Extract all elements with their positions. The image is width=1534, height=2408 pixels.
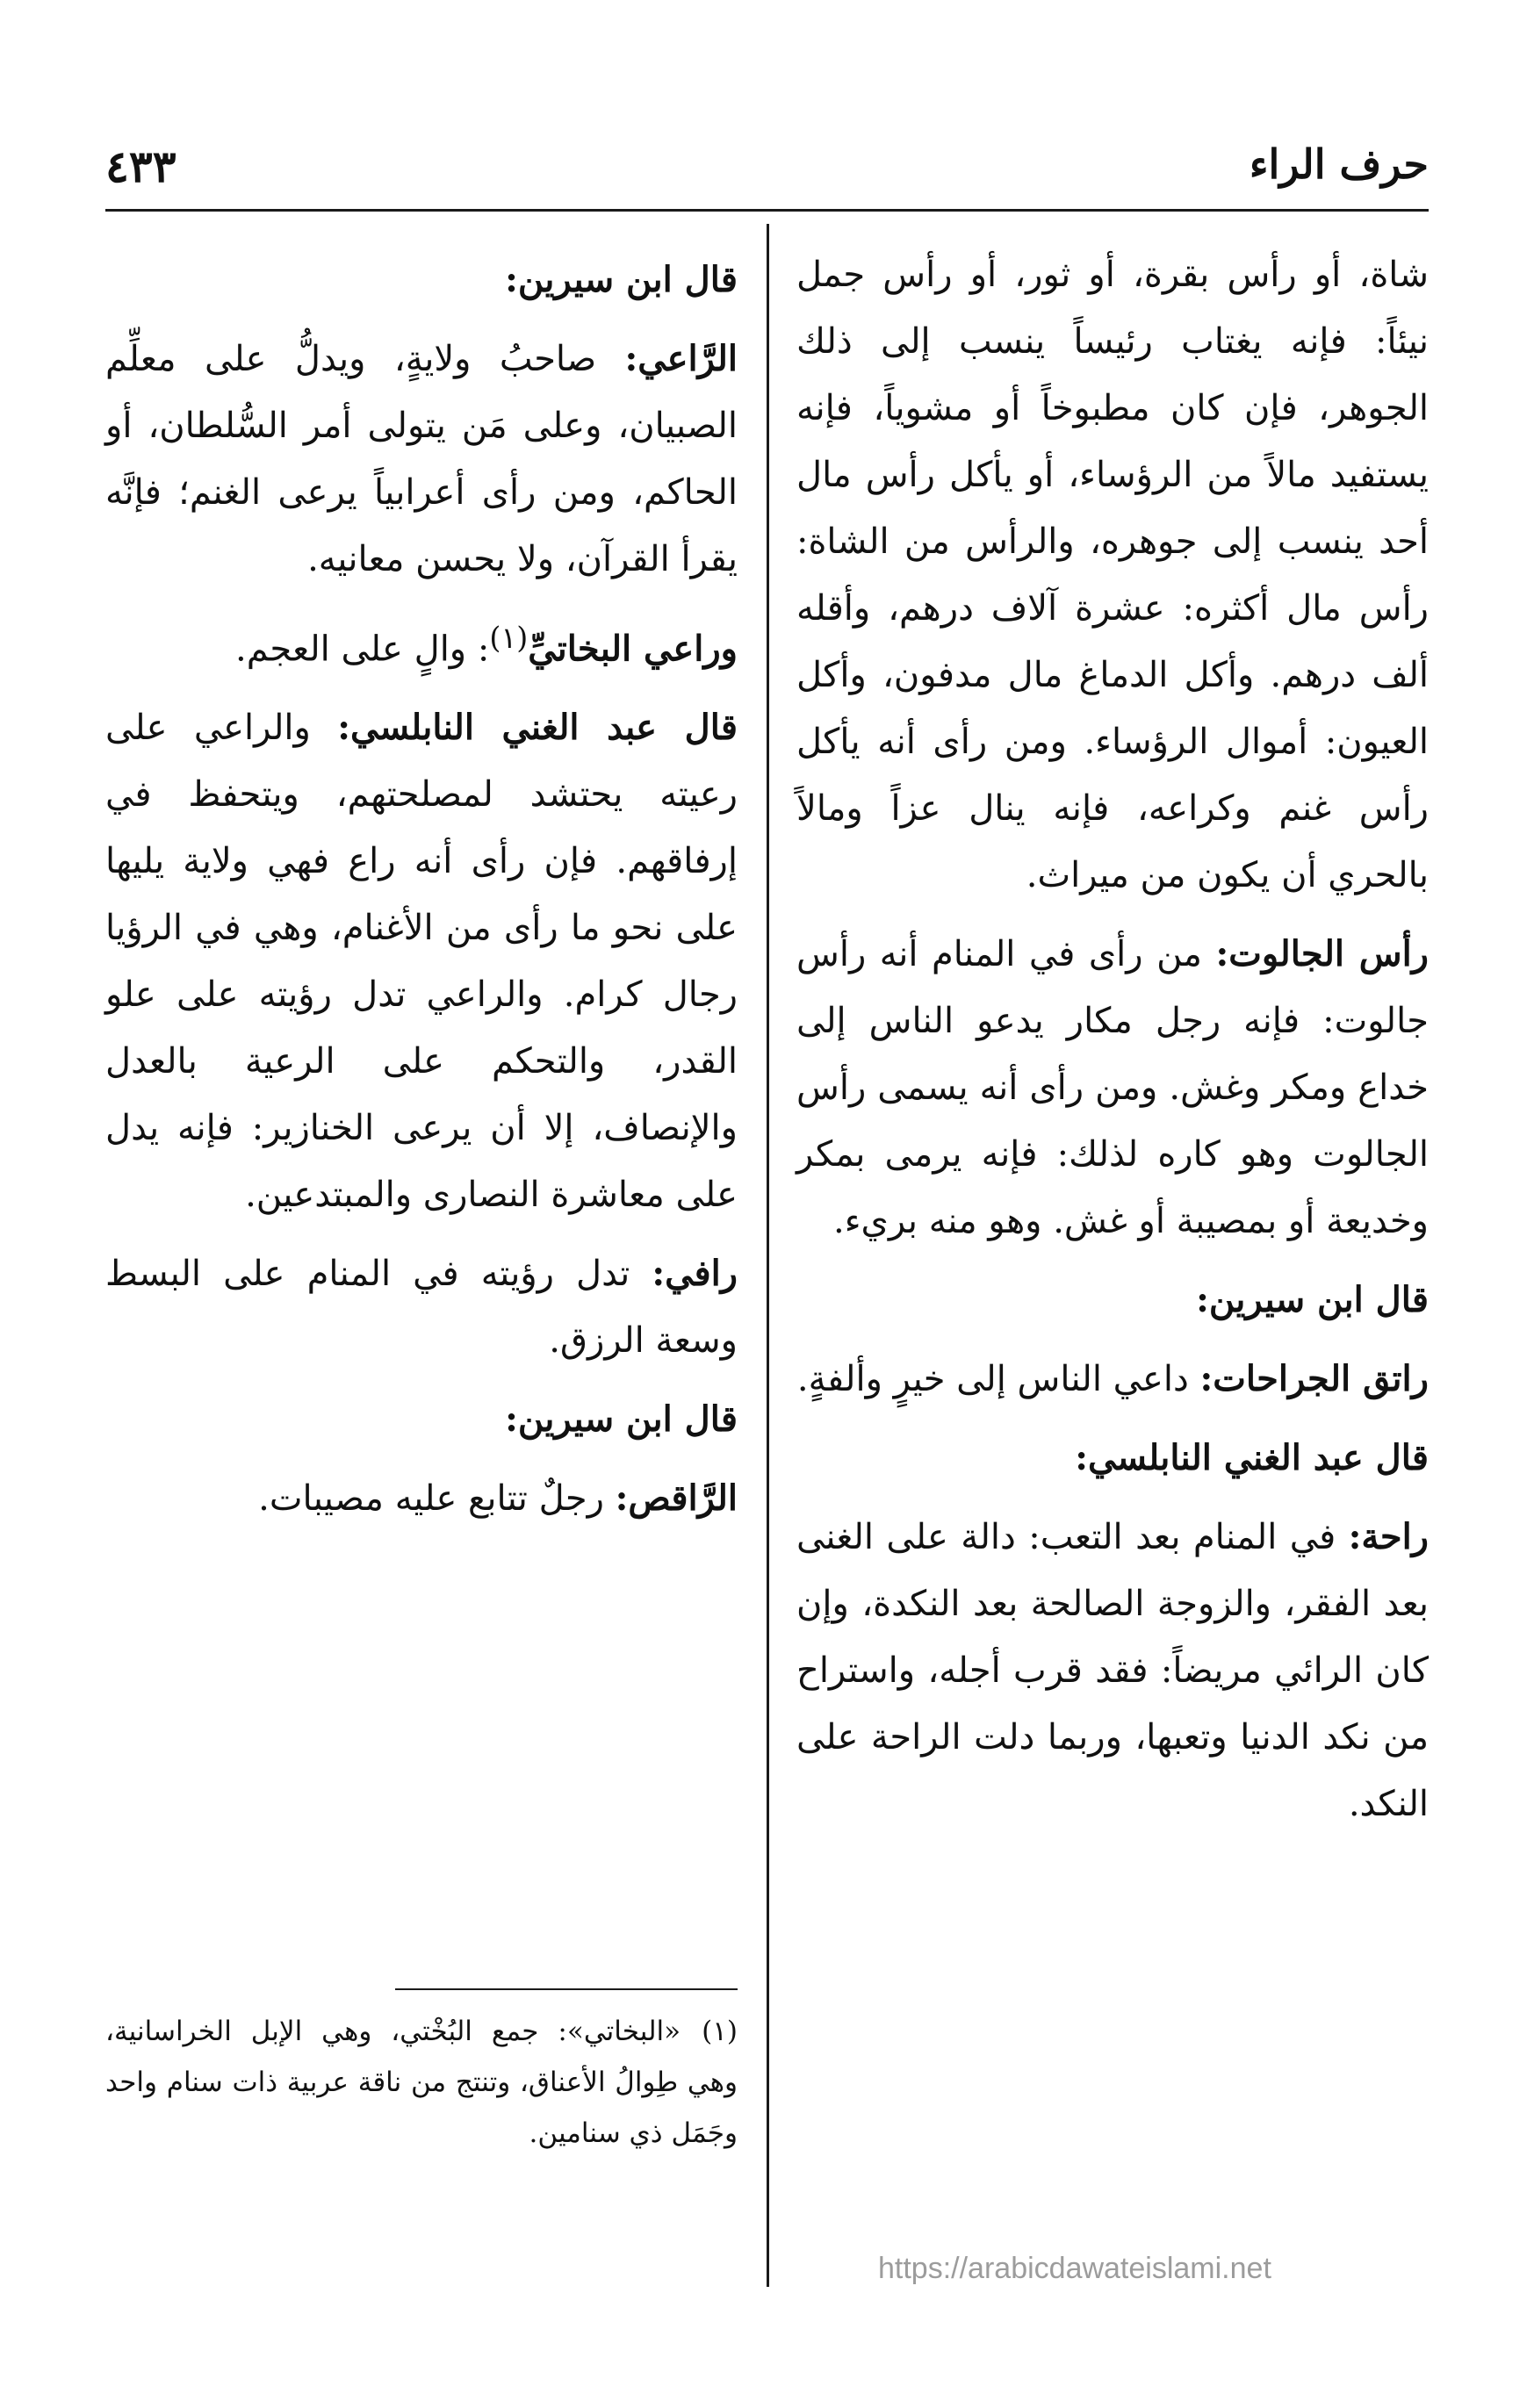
entry-term: رأس الجالوت:: [1215, 933, 1429, 974]
header-rule: [105, 209, 1429, 212]
entry-paragraph: [105, 1240, 738, 1374]
entry-paragraph: [796, 921, 1429, 1254]
right-column: [796, 241, 1429, 1850]
entry-paragraph: [796, 1504, 1429, 1837]
section-heading: قال ابن سيرين:: [505, 1398, 738, 1441]
entry-paragraph: [105, 1465, 738, 1532]
running-title: حرف الراء: [1249, 140, 1429, 188]
entry-term: راحة:: [1348, 1516, 1429, 1557]
entry-text: رجلٌ تتابع عليه مصيبات.: [258, 1478, 616, 1520]
footnote: [105, 2006, 738, 2159]
section-heading: قال عبد الغني النابلسي:: [1075, 1437, 1429, 1478]
footnote-marker: (١): [702, 2016, 738, 2047]
entry-term: الرَّاعي:: [624, 338, 738, 379]
entry-paragraph: [105, 326, 738, 593]
left-column: [105, 241, 738, 1544]
entry-text: من رأى في المنام أنه رأس جالوت: فإنه رجل مكار يدعو الناس إلى خداع ومكر وغش. ومن رأى أنه يسمى رأس الجالوت وهو كاره لذلك: فإنه يرمى بمكر وخديعة أو بمصيبة أو غش. وهو منه بريء.: [796, 934, 1429, 1241]
page-header: [105, 140, 1429, 211]
entry-paragraph: [105, 605, 738, 682]
entry-text: والراعي على رعيته يحتشد لمصلحتهم، ويتحفظ في إرفاقهم. فإن رأى أنه راع فهي ولاية يليها على نحو ما رأى من الأغنام، وهي في الرؤيا رجال كرام. والراعي تدل رؤيته على علو القدر، والتحكم على الرعية بالعدل والإنصاف، إلا أن يرعى الخنازير: فإنه يدل على معاشرة النصارى والمبتدعين.: [105, 708, 738, 1216]
entry-paragraph: شاة، أو رأس بقرة، أو ثور، أو رأس جمل نيئاً: فإنه يغتاب رئيساً ينسب إلى ذلك الجوهر، فإن كان مطبوخاً أو مشوياً، فإنه يستفيد مالاً من الرؤساء، أو يأكل رأس مال أحد ينسب إلى جوهره، والرأس من الشاة: رأس مال أكثره: عشرة آلاف درهم، وأقله ألف درهم. وأكل الدماغ مال مدفون، وأكل العيون: أموال الرؤساء. ومن رأى أنه يأكل رأس غنم وكراعه، فإنه ينال عزاً ومالاً بالحري أن يكون من ميراث.: [796, 255, 1429, 895]
column-divider: [767, 224, 769, 2287]
entry-term: وراعي البخاتيِّ: [528, 628, 738, 670]
entry-text: داعي الناس إلى خيرٍ وألفةٍ.: [796, 1359, 1200, 1399]
entry-paragraph: [796, 1346, 1429, 1412]
entry-term: راتق الجراحات:: [1199, 1358, 1429, 1399]
footnote-reference[interactable]: (١): [489, 621, 529, 655]
section-heading: قال ابن سيرين:: [1196, 1279, 1429, 1320]
entry-text: تدل رؤيته في المنام على البسط وسعة الرزق.: [105, 1254, 738, 1362]
footnote-rule: [395, 1988, 738, 1990]
entry-term: رافي:: [652, 1253, 738, 1295]
entry-paragraph: [105, 694, 738, 1228]
footnote-text: «البخاتي»: جمع البُخْتي، وهي الإبل الخراسانية، وهي طِوالُ الأعناق، وتنتج من ناقة عربية ذات سنام واحد وجَمَل ذي سنامين.: [105, 2016, 738, 2149]
section-heading-inline: قال عبد الغني النابلسي:: [337, 707, 738, 749]
watermark-url: https://arabicdawateislami.net: [878, 2252, 1271, 2285]
entry-term: الرَّاقص:: [615, 1477, 738, 1520]
page-number: ٤٣٣: [105, 140, 176, 192]
entry-text: صاحبُ ولايةٍ، ويدلُّ على معلِّم الصبيان، وعلى مَن يتولى أمر السُّلطان، أو الحاكم، ومن رأى أعرابياً يرعى الغنم؛ فإنَّه يقرأ القرآن، ولا يحسن معانيه.: [105, 339, 738, 579]
section-heading: قال ابن سيرين:: [505, 259, 738, 300]
entry-text: : والٍ على العجم.: [235, 629, 490, 670]
entry-text: في المنام بعد التعب: دالة على الغنى بعد الفقر، والزوجة الصالحة بعد النكدة، وإن كان الرائي مريضاً: فقد قرب أجله، واستراح من نكد الدنيا وتعبها، وربما دلت الراحة على النكد.: [796, 1517, 1429, 1824]
